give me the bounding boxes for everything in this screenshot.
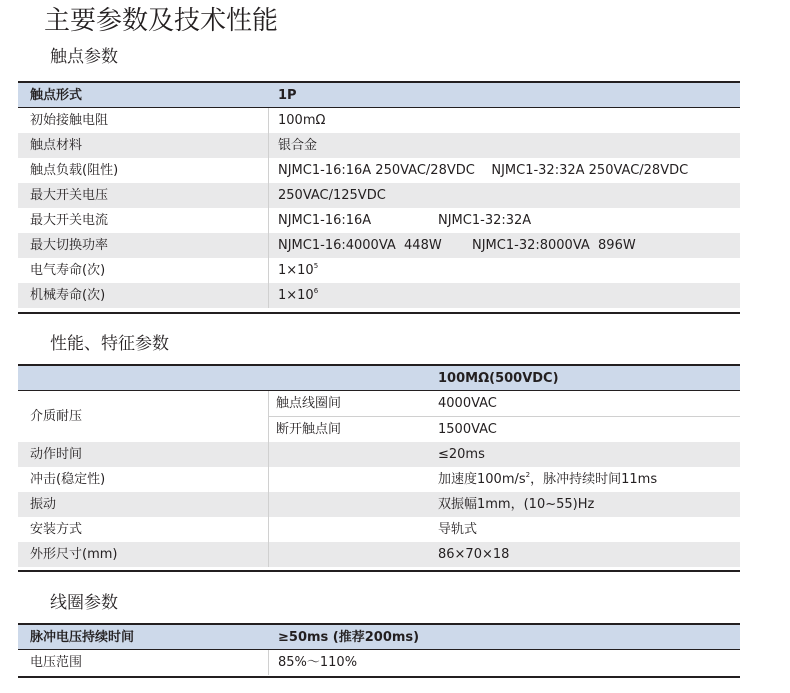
row-value: 100mΩ	[278, 113, 326, 128]
row-value-2: NJMC1-32:8000VA 896W	[472, 238, 636, 253]
row-label: 外形尺寸(mm)	[30, 547, 118, 562]
table-row	[18, 442, 740, 467]
value-base: 1×10	[278, 288, 314, 303]
row-value: NJMC1-16:4000VA 448W	[278, 238, 442, 253]
row-label: 最大开关电压	[30, 188, 109, 203]
table-header-row	[18, 366, 740, 390]
row-value: 银合金	[278, 138, 318, 153]
table-row	[18, 158, 740, 183]
page-title: 主要参数及技术性能	[44, 6, 279, 36]
row-value	[438, 471, 657, 488]
row-label: 触点材料	[30, 138, 83, 153]
value-pre: 加速度100m/s	[438, 472, 526, 487]
row-value: 4000VAC	[438, 396, 497, 411]
row-value: 1500VAC	[438, 422, 497, 437]
row-value	[278, 262, 318, 279]
performance-section-heading: 性能、特征参数	[50, 334, 169, 354]
row-value: 86×70×18	[438, 547, 510, 562]
table-row	[18, 542, 740, 567]
dielectric-block	[18, 391, 740, 442]
coil-section-heading: 线圈参数	[50, 593, 118, 613]
value-post: ，脉冲持续时间11ms	[530, 472, 658, 487]
row-label: 最大切换功率	[30, 238, 109, 253]
row-label: 动作时间	[30, 447, 83, 462]
row-label: 电压范围	[30, 655, 83, 670]
value-exponent: 2	[525, 471, 531, 479]
row-label: 介质耐压	[30, 409, 83, 424]
value-base: 1×10	[278, 263, 314, 278]
sub-label: 断开触点间	[276, 422, 342, 437]
row-value: 250VAC/125VDC	[278, 188, 386, 203]
row-label: 机械寿命(次)	[30, 288, 106, 303]
column-divider	[268, 650, 269, 675]
row-value: NJMC1-16:16A	[278, 213, 372, 228]
row-label: 最大开关电流	[30, 213, 109, 228]
value-exponent: 6	[313, 287, 319, 295]
table-row	[18, 108, 740, 133]
row-label: 初始接触电阻	[30, 113, 109, 128]
value-exponent: 5	[313, 262, 319, 270]
header-label: 触点形式	[30, 88, 83, 103]
row-value	[278, 287, 318, 304]
row-label: 安装方式	[30, 522, 83, 537]
table-bottom-rule	[18, 312, 740, 314]
table-row	[18, 258, 740, 283]
table-row	[18, 208, 740, 233]
row-value: ≤20ms	[438, 447, 485, 462]
row-value: 双振幅1mm，(10~55)Hz	[438, 497, 595, 512]
table-bottom-rule	[18, 570, 740, 572]
row-value-2: NJMC1-32:32A	[438, 213, 532, 228]
header-label: 脉冲电压持续时间	[30, 630, 135, 645]
table-bottom-rule	[18, 676, 740, 678]
contact-section-heading: 触点参数	[50, 47, 118, 67]
performance-table	[18, 364, 740, 574]
column-divider	[268, 391, 269, 567]
row-label: 触点负载(阻性)	[30, 163, 119, 178]
row-value: 85%～110%	[278, 655, 358, 670]
row-label: 冲击(稳定性)	[30, 472, 106, 487]
table-row	[18, 650, 740, 675]
row-value: 导轨式	[438, 522, 478, 537]
table-row	[18, 492, 740, 517]
table-header-row	[18, 625, 740, 649]
column-divider	[268, 108, 269, 308]
row-label: 振动	[30, 497, 57, 512]
sub-label: 触点线圈间	[276, 396, 342, 411]
table-row	[18, 183, 740, 208]
header-value: ≥50ms (推荐200ms)	[278, 630, 420, 645]
coil-table	[18, 623, 740, 679]
header-value: 1P	[278, 88, 297, 103]
contact-table	[18, 81, 740, 315]
sub-divider	[268, 416, 740, 417]
header-value: 100MΩ(500VDC)	[438, 371, 559, 386]
row-value: NJMC1-16:16A 250VAC/28VDC NJMC1-32:32A 250VAC/28VDC	[278, 163, 689, 178]
table-row	[18, 283, 740, 308]
table-row	[18, 233, 740, 258]
table-row	[18, 467, 740, 492]
table-row	[18, 133, 740, 158]
table-header-row	[18, 83, 740, 107]
table-row	[18, 517, 740, 542]
row-label: 电气寿命(次)	[30, 263, 106, 278]
